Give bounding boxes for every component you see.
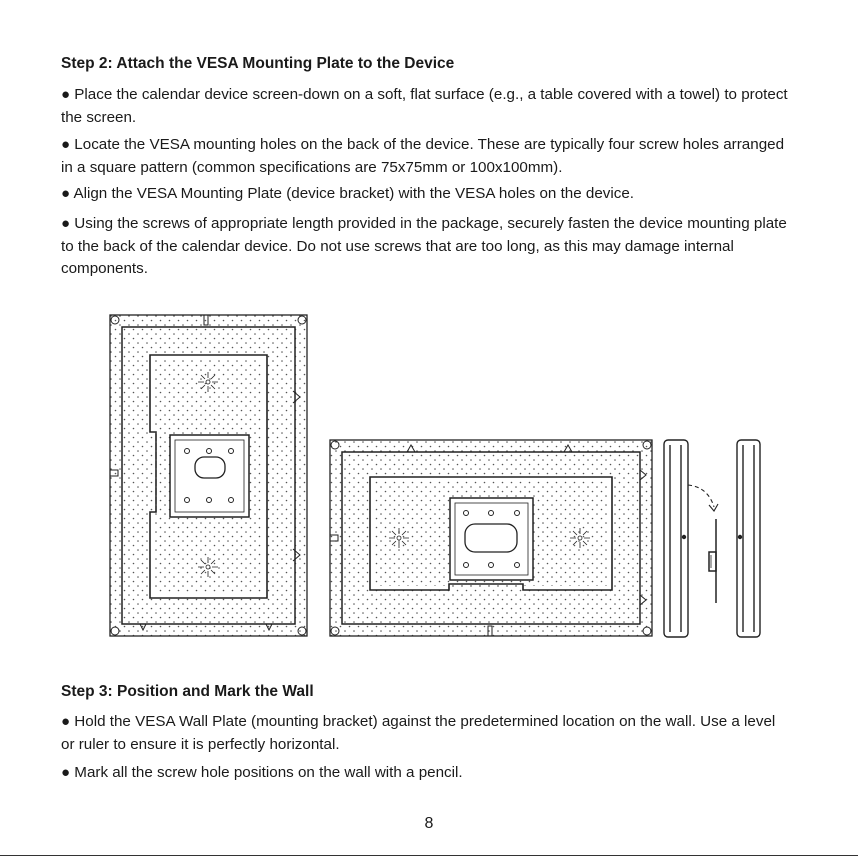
bullet-dot-icon: ● xyxy=(61,764,71,781)
device-side-view-mounted xyxy=(737,440,760,637)
arrow-down-icon xyxy=(688,485,718,511)
step2-bullet-3: ● Align the VESA Mounting Plate (device bracket) with the VESA holes on the device. xyxy=(61,185,635,202)
step3-bullet-2: ● Mark all the screw hole positions on the wall with a pencil. xyxy=(61,764,463,781)
step3-heading: Step 3: Position and Mark the Wall xyxy=(61,683,314,700)
step2-bullet-4: ● Using the screws of appropriate length provided in the package, securely fasten the device mounting plate to the back of the calendar device. Do not use screws that are too long, as this may damage internal components. xyxy=(61,215,787,277)
mounting-plate-illustration xyxy=(100,305,770,650)
bullet-dot-icon: ● xyxy=(61,185,71,202)
bottom-divider xyxy=(0,855,858,856)
device-side-view xyxy=(664,440,688,637)
portrait-device-back xyxy=(110,315,307,636)
page-number: 8 xyxy=(424,815,434,832)
bullet-dot-icon: ● xyxy=(61,136,71,153)
step2-bullet-2: ● Locate the VESA mounting holes on the back of the device. These are typically four screw holes arranged in a square pattern (common specifications are 75x75mm or 100x100mm). xyxy=(61,136,785,176)
bullet-dot-icon: ● xyxy=(61,713,71,730)
step2-bullet-1: ● Place the calendar device screen-down on a soft, flat surface (e.g., a table covered with a towel) to protect the screen. xyxy=(61,86,788,126)
wall-bracket-side xyxy=(709,519,716,603)
vesa-plate xyxy=(170,435,249,517)
vesa-plate xyxy=(450,498,533,580)
step3-bullet-1: ● Hold the VESA Wall Plate (mounting bracket) against the predetermined location on the wall. Use a level or ruler to ensure it is perfectly horizontal. xyxy=(61,713,776,753)
bullet-dot-icon: ● xyxy=(61,215,71,232)
bullet-dot-icon: ● xyxy=(61,86,71,103)
step2-heading: Step 2: Attach the VESA Mounting Plate to the Device xyxy=(61,55,455,72)
landscape-device-back xyxy=(330,440,652,636)
